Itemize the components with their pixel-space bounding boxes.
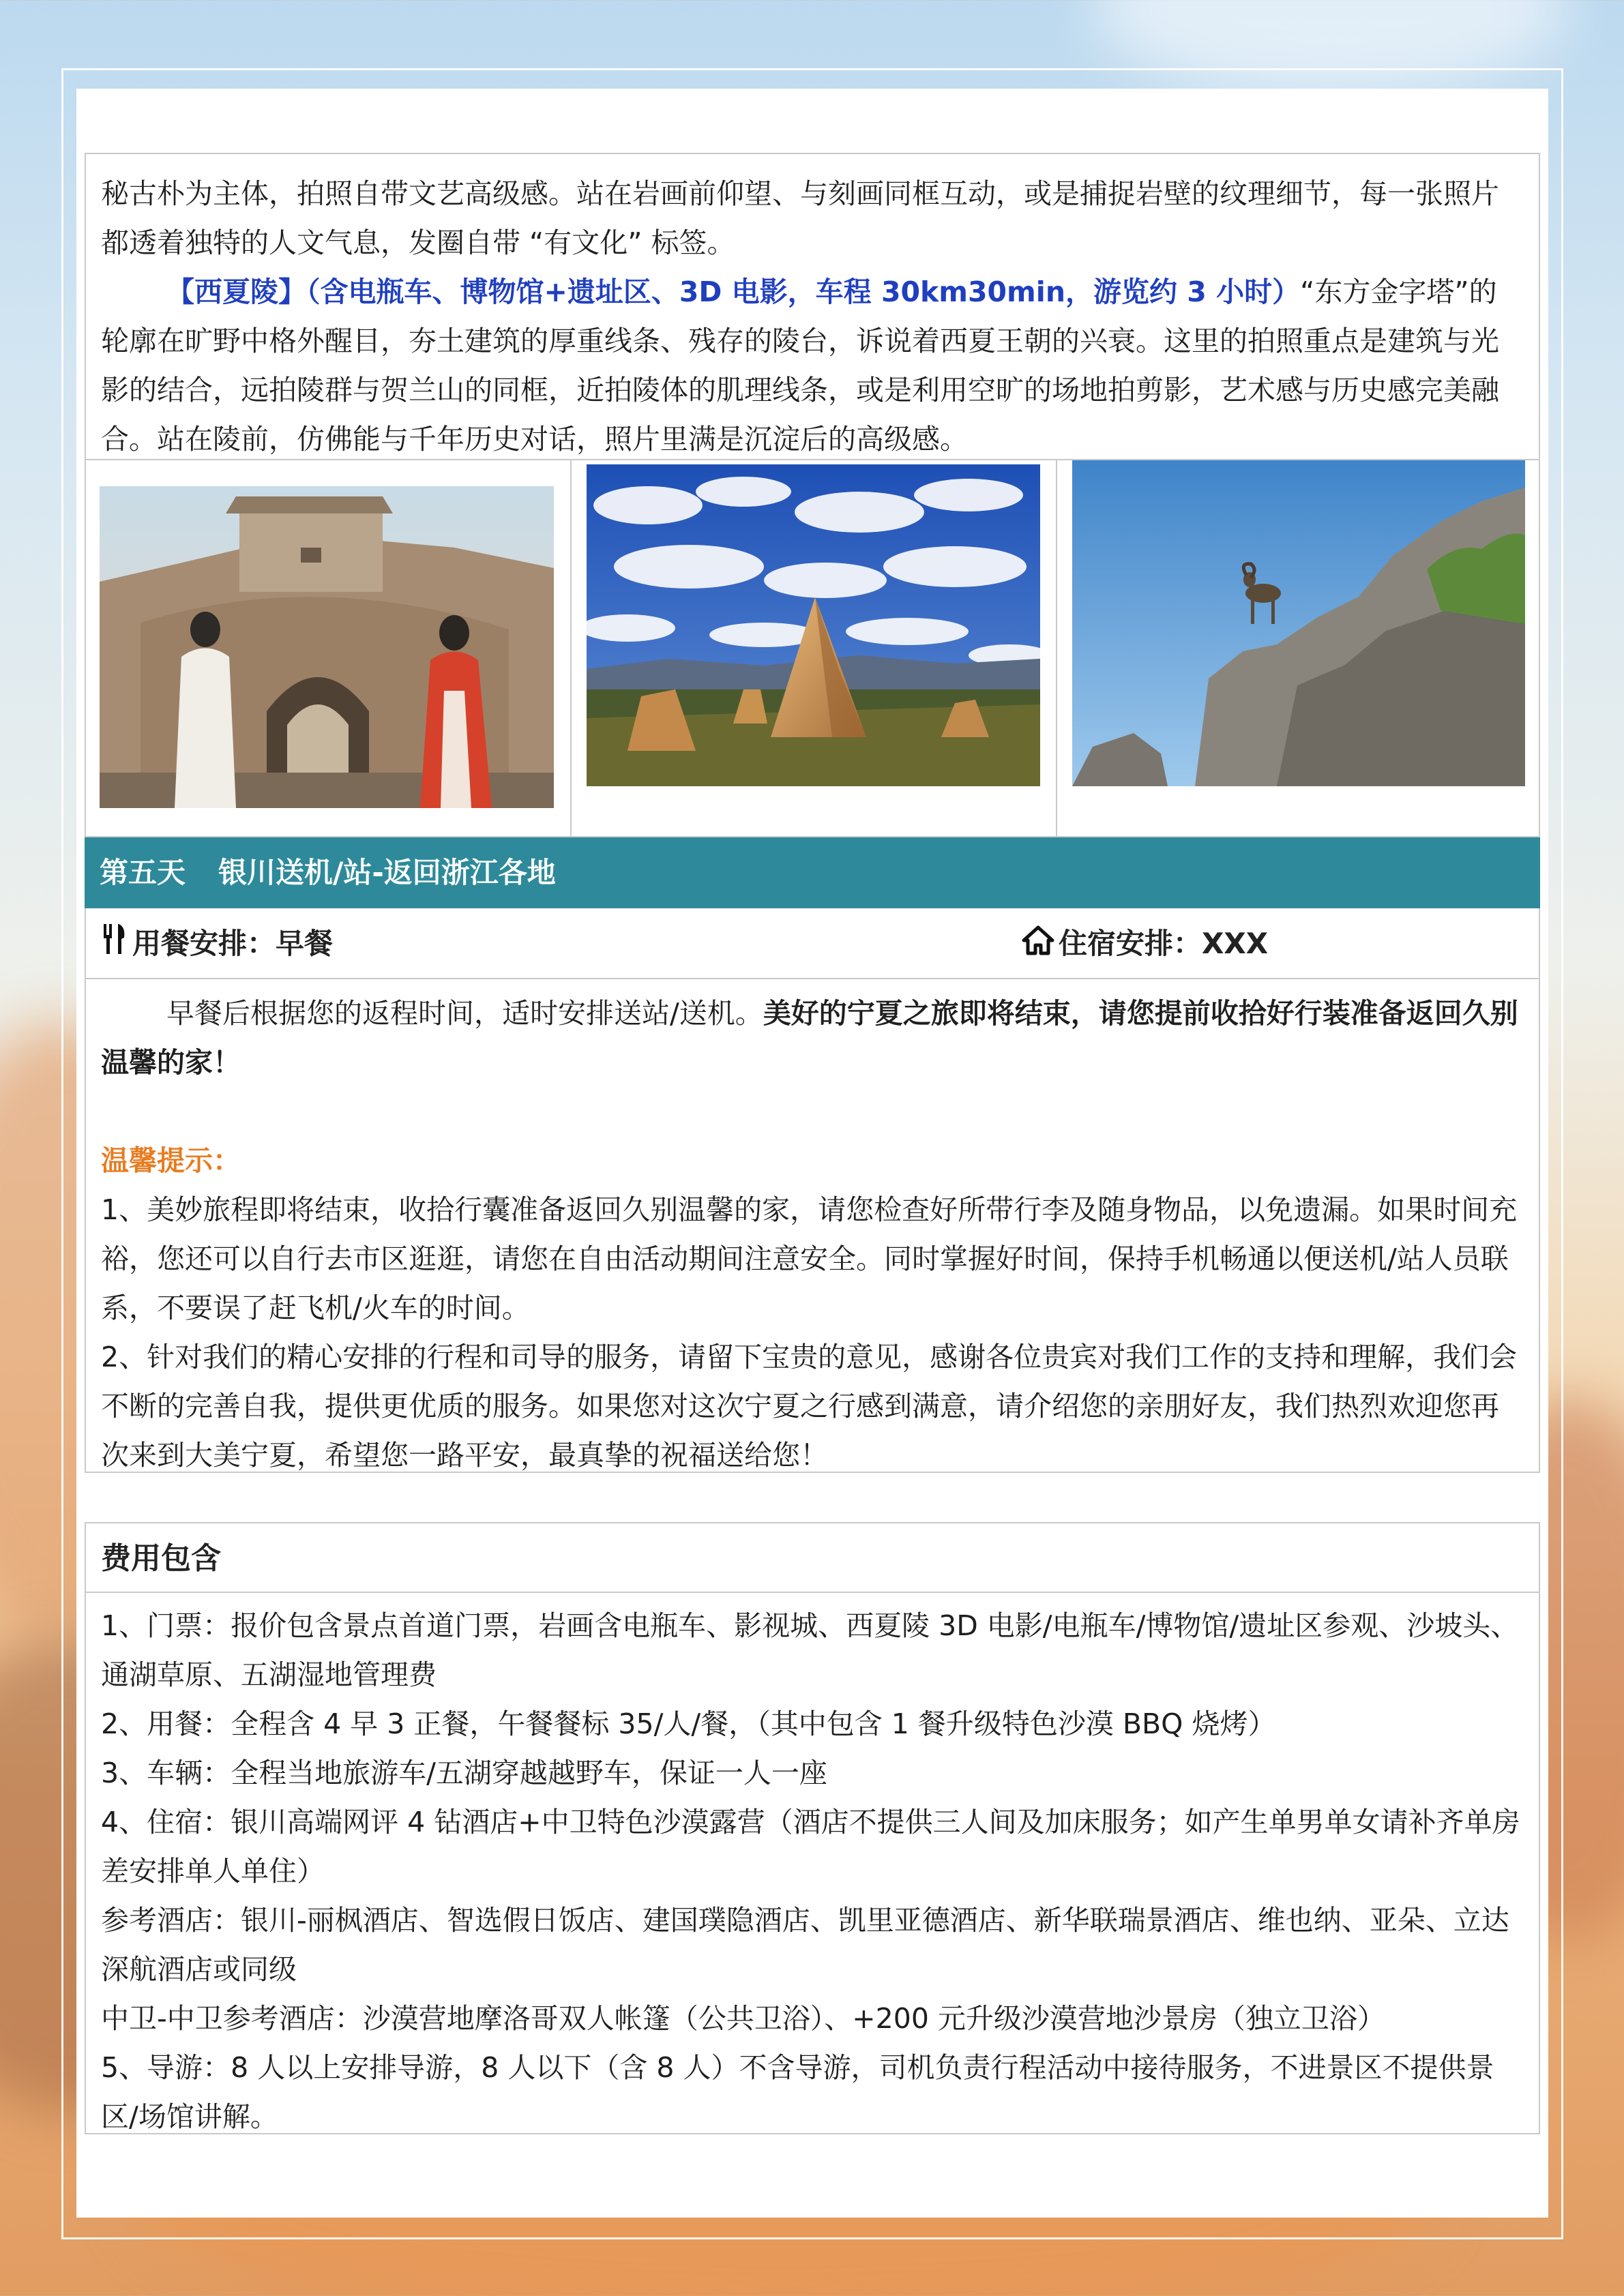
photo-cell	[572, 459, 1057, 836]
fees-header: 费用包含	[85, 1522, 1540, 1593]
stay-arrangement: 住宿安排：XXX	[1022, 908, 1268, 981]
fee-item: 中卫-中卫参考酒店：沙漠营地摩洛哥双人帐篷（公共卫浴）、+200 元升级沙漠营地沙景房（独立卫浴）	[101, 2002, 1385, 2035]
xixia-paragraph	[101, 267, 1524, 464]
tips-title: 温馨提示：	[101, 1144, 241, 1177]
fee-item: 参考酒店：银川-丽枫酒店、智选假日饭店、建国璞隐酒店、凯里亚德酒店、新华联瑞景酒店、维也纳、亚朵、立达深航酒店或同级	[101, 1904, 1509, 1986]
gate-photo	[100, 486, 554, 808]
fees-body	[85, 1593, 1540, 2134]
photo-cell	[86, 459, 572, 836]
xixia-title: 【西夏陵】（含电瓶车、博物馆+遗址区、3D 电影，车程 30km30min，游览约 3 小时）	[166, 275, 1301, 308]
fee-item: 3、车辆：全程当地旅游车/五湖穿越越野车，保证一人一座	[101, 1757, 827, 1789]
xixia-text: “东方金字塔”的轮廓在旷野中格外醒目，夯土建筑的厚重线条、残存的陵台，诉说着西夏王朝的兴衰。这里的拍照重点是建筑与光影的结合，远拍陵群与贺兰山的同框，近拍陵体的肌理线条，或是利用空旷的场地拍剪影，艺术感与历史感完美融合。站在陵前，仿佛能与千年历史对话，照片里满是沉淀后的高级感。	[101, 275, 1499, 456]
fee-item: 1、门票：报价包含景点首道门票，岩画含电瓶车、影视城、西夏陵 3D 电影/电瓶车/博物馆/遗址区参观、沙坡头、通湖草原、五湖湿地管理费	[101, 1609, 1519, 1691]
xixia-tomb-photo	[587, 464, 1040, 786]
home-icon	[1022, 910, 1054, 981]
meal-stay-row	[85, 908, 1540, 979]
day-route: 银川送机/站-返回浙江各地	[218, 856, 556, 889]
intro-section	[85, 153, 1540, 460]
utensils-icon	[101, 910, 128, 981]
bighorn-sheep-photo	[1072, 460, 1525, 786]
rock-painting-text: 秘古朴为主体，拍照自带文艺高级感。站在岩画前仰望、与刻画同框互动，或是捕捉岩壁的纹理细节，每一张照片都透着独特的人文气息，发圈自带 “有文化” 标签。	[101, 177, 1499, 259]
day5-body	[85, 979, 1540, 1473]
day5-description: 早餐后根据您的返程时间，适时安排送站/送机。美好的宁夏之旅即将结束，请您提前收拾好行装准备返回久别温馨的家！	[101, 997, 1518, 1079]
photo-cell	[1057, 459, 1541, 836]
tip-item: 1、美妙旅程即将结束，收拾行囊准备返回久别温馨的家，请您检查好所带行李及随身物品，以免遗漏。如果时间充裕，您还可以自行去市区逛逛，请您在自由活动期间注意安全。同时掌握好时间，保持手机畅通以便送机/站人员联系，不要误了赶飞机/火车的时间。	[101, 1193, 1518, 1324]
fee-item: 2、用餐：全程含 4 早 3 正餐，午餐餐标 35/人/餐，（其中包含 1 餐升级特色沙漠 BBQ 烧烤）	[101, 1708, 1276, 1740]
tip-item: 2、针对我们的精心安排的行程和司导的服务，请留下宝贵的意见，感谢各位贵宾对我们工作的支持和理解，我们会不断的完善自我，提供更优质的服务。如果您对这次宁夏之行感到满意，请介绍您的亲朋好友，我们热烈欢迎您再次来到大美宁夏，希望您一路平安，最真挚的祝福送给您！	[101, 1341, 1518, 1472]
day5-header	[85, 837, 1540, 908]
photo-row	[85, 459, 1540, 837]
meal-arrangement: 用餐安排：早餐	[101, 908, 333, 981]
fee-item: 4、住宿：银川高端网评 4 钻酒店+中卫特色沙漠露营（酒店不提供三人间及加床服务；如产生单男单女请补齐单房差安排单人单住）	[101, 1806, 1520, 1888]
day-label: 第五天	[100, 856, 186, 889]
fee-item: 5、导游：8 人以上安排导游，8 人以下（含 8 人）不含导游，司机负责行程活动中接待服务，不进景区不提供景区/场馆讲解。	[101, 2051, 1494, 2133]
